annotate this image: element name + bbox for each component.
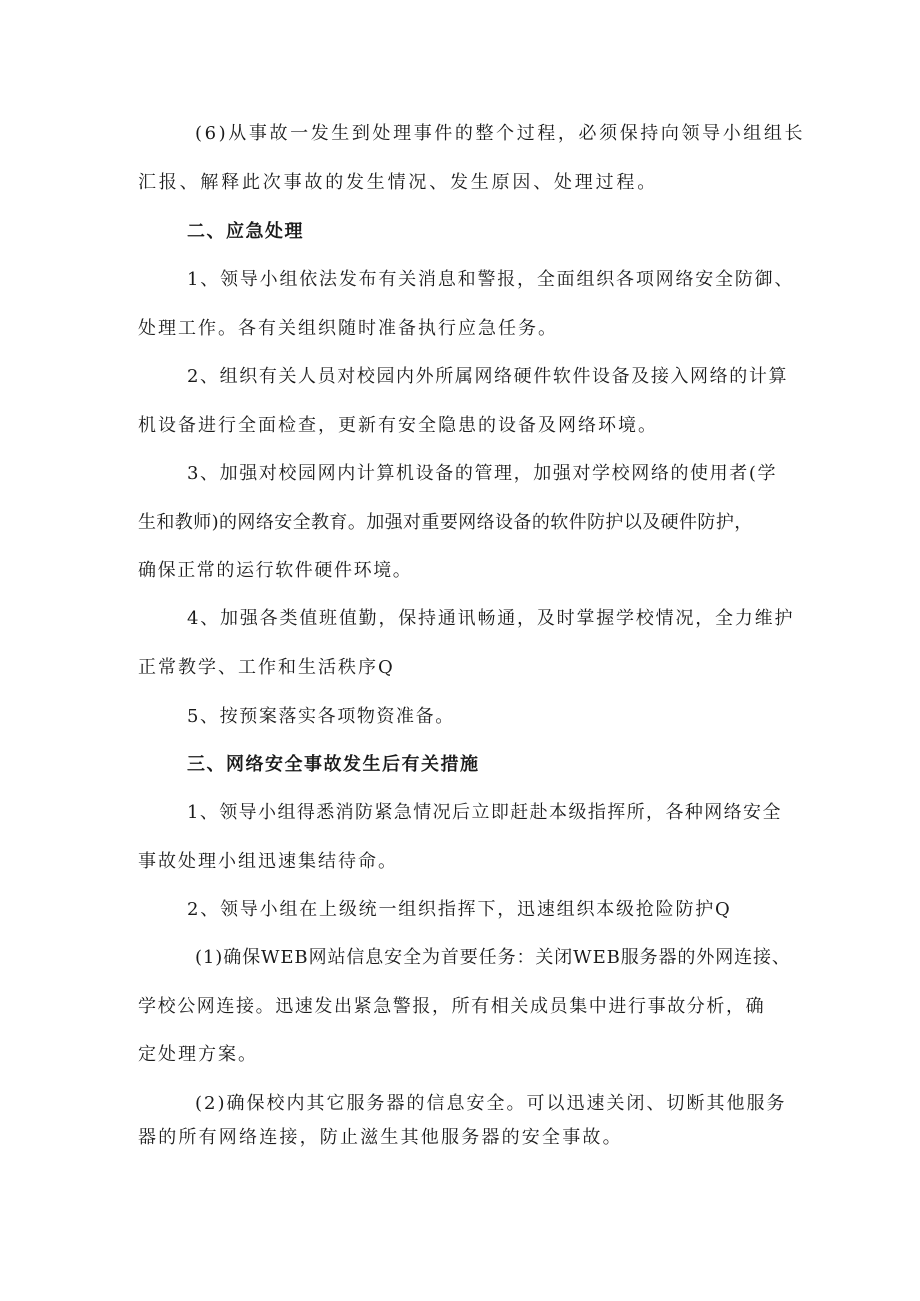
measure-2-sub-2-line-2: 器的所有网络连接，防止滋生其他服务器的安全事故。 [138, 1127, 623, 1148]
measure-1-line-2: 事故处理小组迅速集结待命。 [138, 851, 398, 872]
item-5-line-1: 5、按预案落实各项物资准备。 [187, 706, 455, 727]
item-3-line-1: 3、加强对校园网内计算机设备的管理，加强对学校网络的使用者(学 [187, 463, 778, 484]
measure-2-sub-1-line-3: 定处理方案。 [138, 1044, 258, 1065]
item-4-line-2: 正常教学、工作和生活秩序Q [138, 657, 395, 678]
item-1-line-1: 1、领导小组依法发布有关消息和警报，全面组织各项网络安全防御、 [187, 269, 795, 290]
measure-2-sub-1-line-2: 学校公网连接。迅速发出紧急警报，所有相关成员集中进行事故分析，确 [138, 996, 766, 1017]
item-3-line-3: 确保正常的运行软件硬件环境。 [138, 560, 413, 581]
measure-1-line-1: 1、领导小组得悉消防紧急情况后立即赶赴本级指挥所，各种网络安全 [187, 802, 782, 823]
paragraph-6-line-2: 汇报、解释此次事故的发生情况、发生原因、处理过程。 [138, 172, 658, 193]
measure-2-line-1: 2、领导小组在上级统一组织指挥下，迅速组织本级抢险防护Q [187, 899, 732, 920]
item-4-line-1: 4、加强各类值班值勤，保持通讯畅通，及时掌握学校情况，全力维护 [187, 608, 795, 629]
item-2-line-2: 机设备进行全面检查，更新有安全隐患的设备及网络环境。 [138, 415, 658, 436]
item-3-line-2: 生和教师)的网络安全教育。加强对重要网络设备的软件防护以及硬件防护， [138, 512, 753, 533]
measure-2-sub-2-line-1: (2)确保校内其它服务器的信息安全。可以迅速关闭、切断其他服务 [195, 1093, 787, 1114]
section-heading-emergency-handling: 二、应急处理 [187, 221, 304, 242]
section-heading-post-incident-measures: 三、网络安全事故发生后有关措施 [187, 754, 480, 775]
paragraph-6-line-1: (6)从事故一发生到处理事件的整个过程，必须保持向领导小组组长 [195, 123, 806, 144]
item-2-line-1: 2、组织有关人员对校园内外所属网络硬件软件设备及接入网络的计算 [187, 366, 789, 387]
item-1-line-2: 处理工作。各有关组织随时准备执行应急任务。 [138, 318, 558, 339]
measure-2-sub-1-line-1: (1)确保WEB网站信息安全为首要任务：关闭WEB服务器的外网连接、 [195, 947, 791, 968]
